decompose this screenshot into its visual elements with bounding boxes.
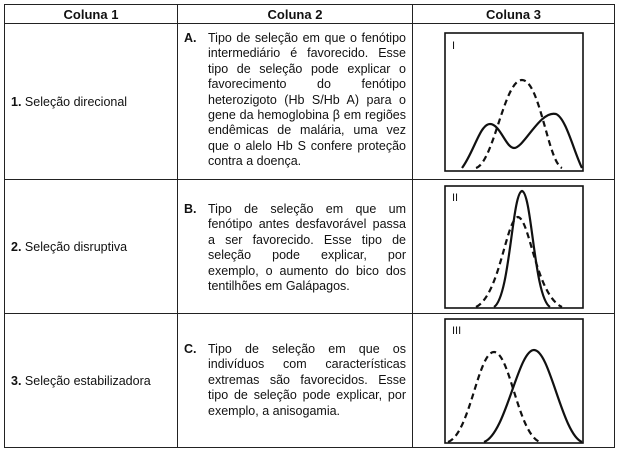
description-text: Tipo de seleção em que o fenótipo intermediário é favorecido. Esse tipo de seleção pode explicar o favorecimento do fenótipo heterozigoto (Hb S/Hb A) para o gene da hemoglobina β em regiões endêmicas de malária, uma vez que o alelo Hb S confere proteção contra a doença. [208,31,406,169]
selection-type: Seleção direcional [24,94,128,109]
column-3-cell [413,314,615,448]
description-text: Tipo de seleção em que um fenótipo antes desfavorável passa a ser favorecido. Esse tipo de seleção pode explicar, por exemplo, o aumento do bico dos tentilhões em Galápagos. [208,202,406,294]
graph-III [444,318,584,444]
description-letter: B. [184,202,197,216]
selection-number: 3. [11,373,22,388]
graph-frame [445,319,583,443]
column-1-cell [5,24,178,180]
dashed-curve [476,217,562,307]
description-letter: C. [184,342,197,356]
graph-label: II [451,191,458,204]
description-text: Tipo de seleção em que os indivíduos com características extremas são favorecidos. Esse tipo de seleção pode explicar, por exemplo, a anisogamia. [208,342,406,418]
solid-curve [462,113,582,167]
column-3-cell [413,180,615,314]
graph-label: I [451,39,455,52]
column-3-cell [413,24,615,180]
graph-I [444,32,584,172]
header-coluna-2: Coluna 2 [178,5,413,24]
column-2-cell [178,24,413,180]
selection-type: Seleção disruptiva [24,239,128,254]
description-letter: A. [184,31,197,45]
graph-II [444,185,584,309]
column-1-cell [5,314,178,448]
solid-curve [494,191,550,307]
graph-frame [445,33,583,171]
graph-label: III [451,324,461,337]
selection-number: 2. [11,239,22,254]
column-2-cell [178,180,413,314]
column-2-cell [178,314,413,448]
solid-curve [484,350,582,442]
table-row [5,24,615,180]
table-row [5,180,615,314]
dashed-curve [448,352,540,442]
table-row [5,314,615,448]
graph-frame [445,186,583,308]
selection-number: 1. [11,94,22,109]
matching-table [4,4,615,448]
header-coluna-3: Coluna 3 [413,5,615,24]
header-row [5,5,615,24]
header-coluna-1: Coluna 1 [5,5,178,24]
column-1-cell [5,180,178,314]
selection-type: Seleção estabilizadora [24,373,151,388]
